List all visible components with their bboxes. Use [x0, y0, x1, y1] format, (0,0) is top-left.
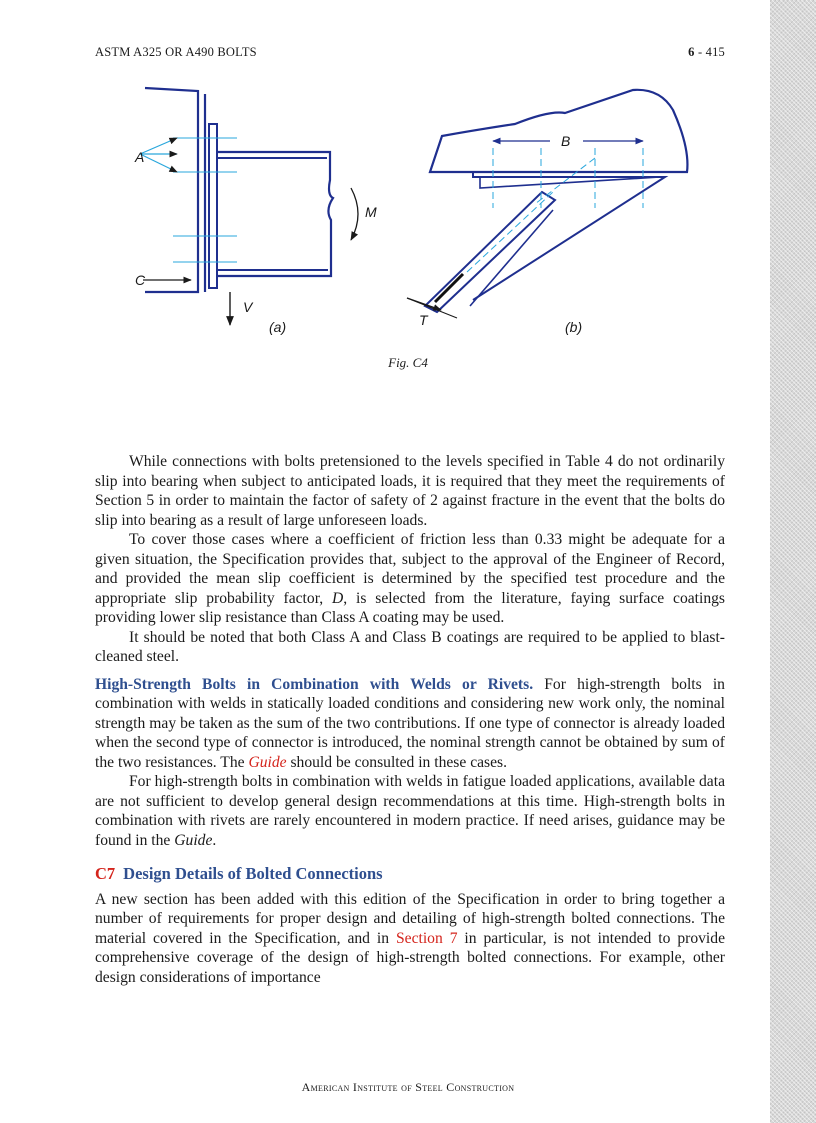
section-title: Design Details of Bolted Connections [123, 864, 383, 883]
header-title: ASTM A325 OR A490 BOLTS [95, 45, 257, 59]
figure-c4-drawing [95, 80, 725, 340]
label-sub-a: (a) [269, 319, 287, 335]
guide-link[interactable]: Guide [248, 753, 287, 771]
figure-a-drawing [140, 88, 358, 325]
figure-c4 [95, 80, 725, 340]
label-c: C [135, 272, 146, 288]
section-number: C7 [95, 864, 116, 883]
paragraph-5: For high-strength bolts in combination with welds in fatigue loaded applications, available data are not sufficient to develop general design recommendations at this time. High-strength bolts in combination with rivets are rarely encountered in modern practice. If need arises, guidance may be found in the Guide. [95, 773, 725, 849]
page-footer: American Institute of Steel Construction [301, 1080, 515, 1094]
label-v: V [243, 299, 253, 315]
paragraph-6: A new section has been added with this edition of the Specification in order to bring together a number of requirements for proper design and detailing of high-strength bolted connections. The material covered in the Specification, and in Section 7 in particular, is not intended to provide comprehensive coverage of the design of high-strength bolted connections. For example, other design considerations of importance [95, 890, 725, 986]
paragraph-2: To cover those cases where a coefficient of friction less than 0.33 might be adequate for a given situation, the Specification provides that, subject to the approval of the Engineer of Record, and provided the mean slip coefficient is determined by the specified test procedure and the appropriate slip probability factor, D, is selected from the literature, faying surface coatings providing lower slip resistance than Class A coating may be used. [95, 531, 725, 626]
section-7-link[interactable]: Section 7 [395, 929, 458, 947]
label-m: M [365, 204, 377, 220]
figure-caption: Fig. C4 [388, 355, 428, 370]
label-t: T [419, 312, 428, 328]
paragraph-1: While connections with bolts pretensioned to the levels specified in Table 4 do not ordinarily slip into bearing when subject to anticipated loads, it is required that they meet the requirements of Section 5 in order to maintain the factor of safety of 2 against fracture in the event that the bolts do slip into bearing as a result of large unforeseen loads. [95, 453, 725, 529]
label-b-dim: B [561, 133, 571, 149]
paragraph-3: It should be noted that both Class A and Class B coatings are required to be applied to blast-cleaned steel. [95, 628, 725, 665]
page-number: 6 - 415 [688, 45, 725, 59]
label-sub-b: (b) [565, 319, 583, 335]
section-heading [95, 864, 725, 884]
page-side-strip [770, 0, 816, 1123]
runin-heading: High-Strength Bolts in Combination with Welds or Rivets. [95, 675, 534, 693]
figure-b-drawing [407, 90, 687, 318]
paragraph-4: High-Strength Bolts in Combination with Welds or Rivets. For high-strength bolts in combination with welds in statically loaded conditions and considering new work only, the nominal strength may be taken as the sum of the two contributions. If one type of connector is already loaded when the second type of connector is introduced, the nominal strength cannot be obtained by sum of the two resistances. The Guide should be consulted in these cases. [95, 675, 725, 771]
body-text [95, 452, 725, 987]
running-header [95, 45, 725, 60]
label-a-group: A [135, 149, 145, 165]
